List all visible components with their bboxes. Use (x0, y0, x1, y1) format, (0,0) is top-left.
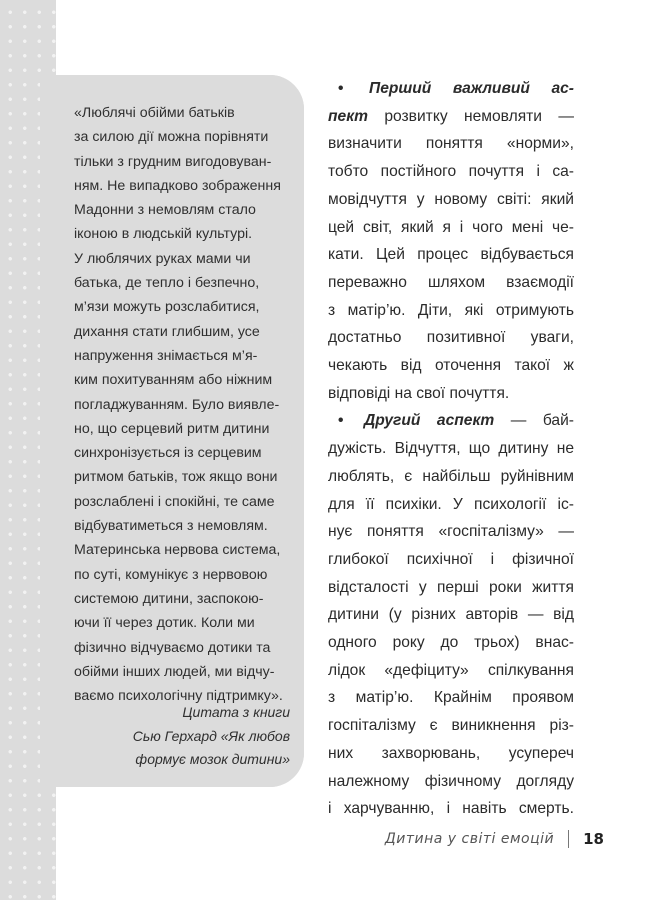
body-line: нує поняття «госпіталізму» — (328, 523, 574, 541)
quote-line: ням. Не випадково зображення (74, 177, 281, 194)
body-line-text: — бай- (510, 412, 574, 430)
body-line (328, 75, 574, 103)
quote-line: дихання стати глибшим, усе (74, 323, 260, 340)
quote-line: іконою в людській культурі. (74, 226, 253, 243)
quote-line: відбуватиметься з немовлям. (74, 518, 268, 535)
body-line: і харчуванню, і навіть смерть. (328, 800, 574, 818)
quote-line: ваємо психологічну підтримку». (74, 688, 283, 705)
body-line (328, 103, 574, 131)
body-line: чекають від оточення такої ж (328, 357, 574, 375)
quote-line: системою дитини, заспокою- (74, 590, 264, 607)
body-line: з матір’ю. Крайнім проявом (328, 689, 574, 707)
quote-line: синхронізується із серцевим (74, 445, 262, 462)
quote-line: Мадонни з немовлям стало (74, 202, 256, 219)
body-line: госпіталізму є виникнення різ- (328, 717, 574, 735)
quote-line: погладжуванням. Було виявле- (74, 396, 280, 413)
quote-line: м’язи можуть розслабитися, (74, 299, 260, 316)
quote-line: батька, де тепло і безпечно, (74, 275, 260, 292)
term-first-aspect-end: пект (328, 107, 368, 125)
body-text (328, 75, 574, 823)
body-line: них захворювань, усупереч (328, 744, 574, 762)
quote-line: Материнська нервова система, (74, 542, 281, 559)
body-line: глибокої психічної і фізичної (328, 550, 574, 568)
quote-line: но, що серцевий ритм дитини (74, 420, 270, 437)
running-head: Дитина у світі емоцій (384, 831, 555, 847)
body-line: належному фізичному догляду (328, 772, 574, 790)
term-first-aspect: Перший важливий ас- (369, 80, 574, 97)
footer-divider (568, 830, 569, 848)
term-second-aspect: Другий аспект (363, 412, 495, 430)
bullet-icon: • (338, 412, 344, 430)
body-line: кати. Цей процес відбувається (328, 246, 574, 264)
body-line: достатньо позитивної уваги, (328, 329, 574, 347)
page-number: 18 (583, 830, 604, 848)
quote-source-line: Цитата з книги (182, 704, 290, 720)
quote-line: ритмом батьків, тож якщо вони (74, 469, 278, 486)
body-line: визначити поняття «норми», (328, 135, 574, 153)
quote-source-line: формує мозок дитини» (135, 751, 290, 767)
quote-line: обійми інших людей, ми відчу- (74, 663, 275, 680)
body-line: дужість. Відчуття, що дитину не (328, 440, 574, 458)
quote-line: «Люблячі обійми батьків (74, 105, 235, 121)
body-line: люблять, є найбільш руйнівним (328, 467, 574, 485)
quote-line: фізично відчуваємо дотики та (74, 639, 271, 656)
body-line: тобто постійного почуття і са- (328, 163, 574, 181)
quote-line: напруження знімається м’я- (74, 347, 258, 364)
body-line-text: розвитку немовляти — (384, 107, 574, 125)
bullet-icon: • (338, 80, 344, 97)
body-line: переважно шляхом взаємодії (328, 273, 574, 291)
quote-line: ючи її через дотик. Коли ми (74, 615, 255, 632)
body-line: цей світ, який я і чого мені че- (328, 218, 574, 236)
quote-source-line: Сью Герхард «Як любов (132, 727, 290, 744)
page-footer (385, 830, 604, 848)
body-line (328, 407, 574, 435)
body-line: одного року до трьох) внас- (328, 634, 574, 652)
quote-line: по суті, комунікує з нервовою (74, 566, 268, 583)
body-line: відповіді на свої почуття. (328, 384, 510, 402)
quote-source (74, 701, 290, 772)
body-line: лідок «дефіциту» спілкування (328, 661, 574, 679)
quote-line: розслаблені і спокійні, те саме (74, 493, 275, 510)
quote-line: тільки з грудним вигодовуван- (74, 153, 272, 170)
quote-line: У люблячих руках мами чи (74, 250, 251, 267)
body-line: дитини (у різних авторів — від (328, 606, 574, 624)
body-line: для її психіки. У психології іс- (328, 495, 574, 513)
body-line: з матір’ю. Діти, які отримують (328, 301, 574, 319)
quote-line: за силою дії можна порівняти (74, 129, 269, 146)
body-line: відсталості у перші роки життя (328, 578, 574, 596)
body-line: мовідчуття у новому світі: який (328, 190, 574, 208)
quote-text (74, 101, 290, 708)
quote-line: ким похитуванням або ніжним (74, 372, 273, 389)
